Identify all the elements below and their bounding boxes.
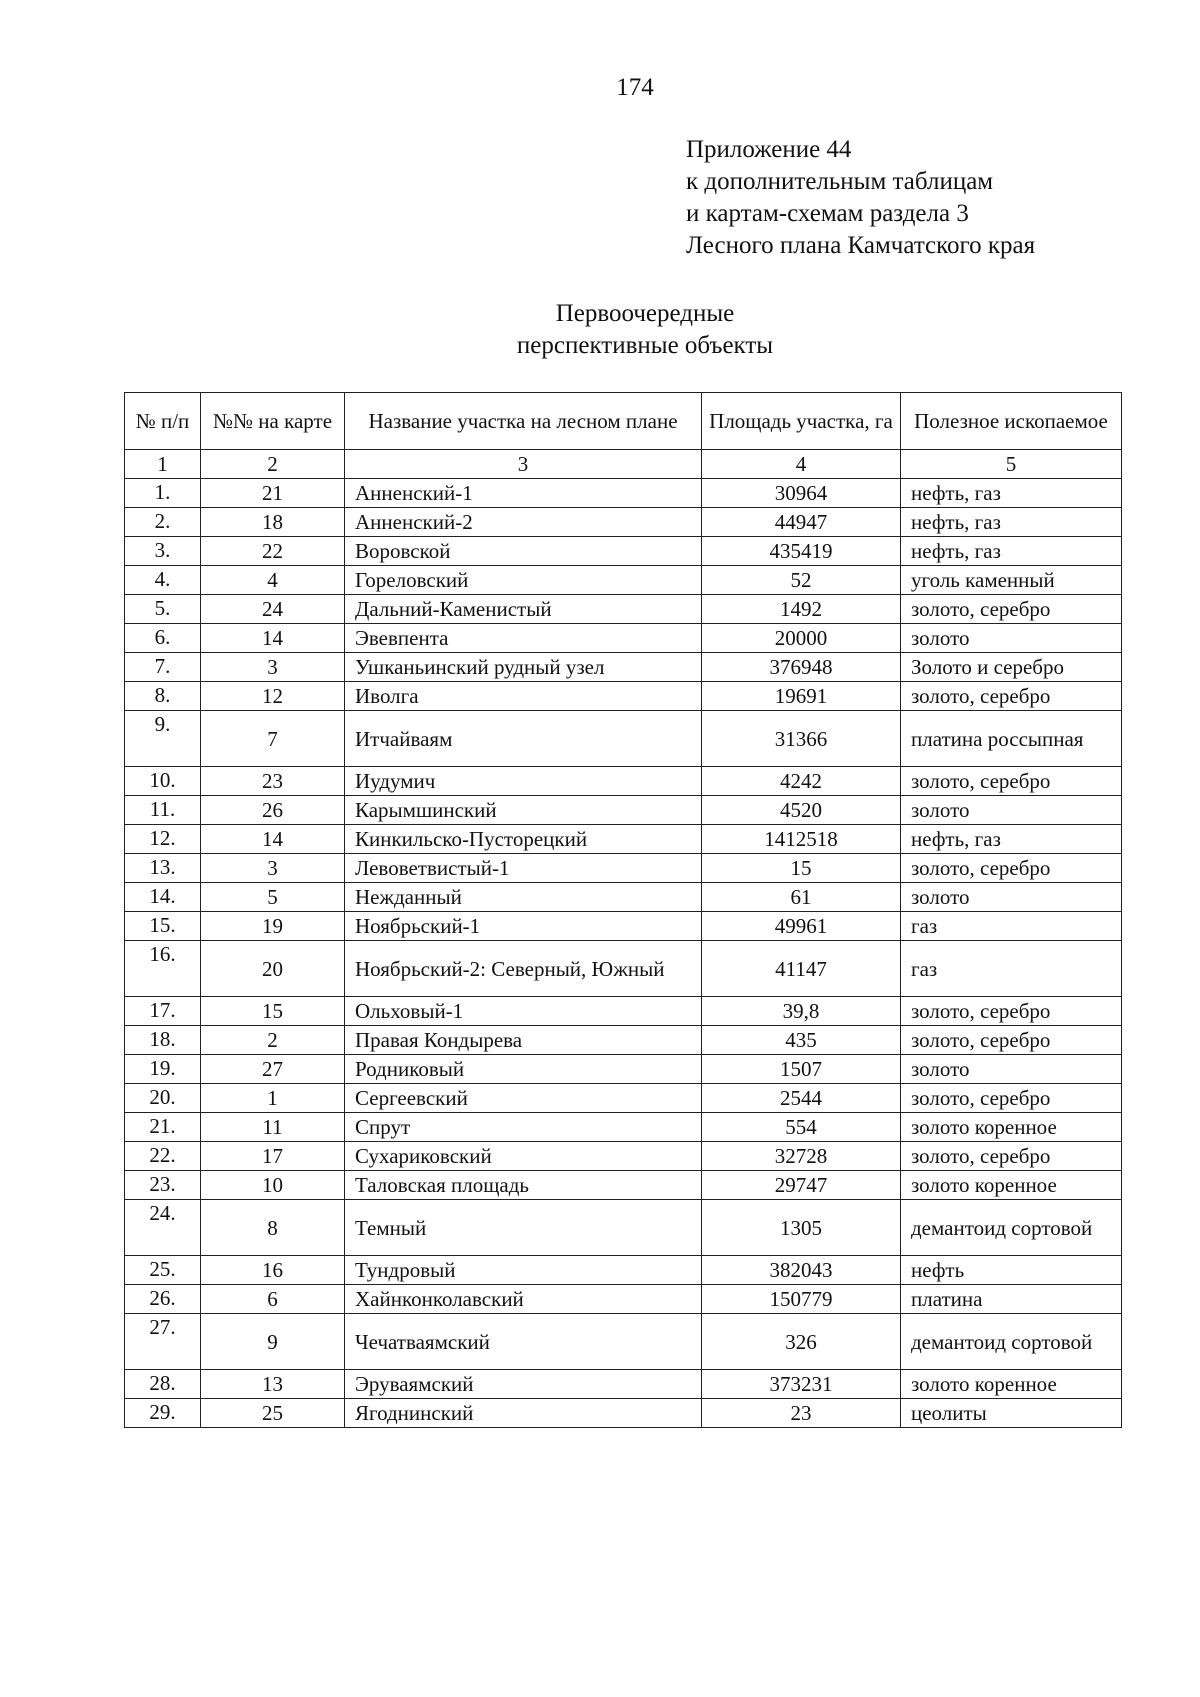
row-number: 5. [125, 595, 201, 624]
mineral-type: золото, серебро [901, 767, 1122, 796]
map-number: 17 [201, 1142, 345, 1171]
plot-area: 30964 [702, 479, 901, 508]
row-number: 4. [125, 566, 201, 595]
map-number: 19 [201, 912, 345, 941]
mineral-type: золото коренное [901, 1113, 1122, 1142]
row-number: 27. [125, 1314, 201, 1370]
map-number: 10 [201, 1171, 345, 1200]
table-row [125, 1399, 1122, 1428]
plot-area: 373231 [702, 1370, 901, 1399]
plot-area: 376948 [702, 653, 901, 682]
map-number: 8 [201, 1200, 345, 1256]
row-number: 16. [125, 941, 201, 997]
mineral-type: золото, серебро [901, 997, 1122, 1026]
column-number: 4 [702, 450, 901, 479]
plot-area: 4520 [702, 796, 901, 825]
table-row [125, 595, 1122, 624]
plot-area: 554 [702, 1113, 901, 1142]
mineral-type: золото, серебро [901, 854, 1122, 883]
row-number: 12. [125, 825, 201, 854]
map-number: 1 [201, 1084, 345, 1113]
map-number: 3 [201, 653, 345, 682]
plot-name: Иудумич [345, 767, 702, 796]
mineral-type: золото [901, 883, 1122, 912]
row-number: 11. [125, 796, 201, 825]
plot-name: Эруваямский [345, 1370, 702, 1399]
row-number: 25. [125, 1256, 201, 1285]
header-area: Площадь участка, га [702, 393, 901, 450]
row-number: 20. [125, 1084, 201, 1113]
table-row [125, 883, 1122, 912]
plot-area: 29747 [702, 1171, 901, 1200]
map-number: 14 [201, 624, 345, 653]
row-number: 14. [125, 883, 201, 912]
plot-name: Правая Кондырева [345, 1026, 702, 1055]
column-number: 2 [201, 450, 345, 479]
title-line-2: перспективные объекты [516, 332, 774, 359]
plot-name: Дальний-Каменистый [345, 595, 702, 624]
plot-name: Иволга [345, 682, 702, 711]
plot-area: 4242 [702, 767, 901, 796]
appendix-line-1: Приложение 44 [686, 136, 852, 163]
map-number: 27 [201, 1055, 345, 1084]
plot-name: Нежданный [345, 883, 702, 912]
table-row [125, 1113, 1122, 1142]
map-number: 4 [201, 566, 345, 595]
plot-name: Гореловский [345, 566, 702, 595]
table-row [125, 767, 1122, 796]
map-number: 22 [201, 537, 345, 566]
plot-area: 41147 [702, 941, 901, 997]
plot-area: 1507 [702, 1055, 901, 1084]
row-number: 8. [125, 682, 201, 711]
map-number: 23 [201, 767, 345, 796]
map-number: 13 [201, 1370, 345, 1399]
mineral-type: золото коренное [901, 1370, 1122, 1399]
mineral-type: золото [901, 624, 1122, 653]
table-row [125, 796, 1122, 825]
mineral-type: нефть, газ [901, 537, 1122, 566]
plot-area: 1492 [702, 595, 901, 624]
plot-name: Темный [345, 1200, 702, 1256]
plot-area: 52 [702, 566, 901, 595]
map-number: 14 [201, 825, 345, 854]
plot-area: 1412518 [702, 825, 901, 854]
row-number: 21. [125, 1113, 201, 1142]
plot-name: Итчайваям [345, 711, 702, 767]
plot-area: 32728 [702, 1142, 901, 1171]
mineral-type: золото коренное [901, 1171, 1122, 1200]
row-number: 10. [125, 767, 201, 796]
plot-area: 326 [702, 1314, 901, 1370]
table-row [125, 1370, 1122, 1399]
plot-name: Карымшинский [345, 796, 702, 825]
row-number: 22. [125, 1142, 201, 1171]
map-number: 7 [201, 711, 345, 767]
table-row [125, 479, 1122, 508]
table-row [125, 1200, 1122, 1256]
plot-name: Ольховый-1 [345, 997, 702, 1026]
plot-name: Хайнконколавский [345, 1285, 702, 1314]
mineral-type: платина [901, 1285, 1122, 1314]
table-row [125, 508, 1122, 537]
mineral-type: золото, серебро [901, 1084, 1122, 1113]
plot-area: 31366 [702, 711, 901, 767]
plot-name: Спрут [345, 1113, 702, 1142]
table-row [125, 912, 1122, 941]
plot-area: 61 [702, 883, 901, 912]
appendix-reference [686, 134, 1035, 262]
plot-name: Воровской [345, 537, 702, 566]
map-number: 21 [201, 479, 345, 508]
plot-name: Кинкильско-Пусторецкий [345, 825, 702, 854]
mineral-type: демантоид сортовой [901, 1200, 1122, 1256]
plot-area: 1305 [702, 1200, 901, 1256]
page-number: 174 [616, 74, 654, 101]
map-number: 26 [201, 796, 345, 825]
plot-area: 382043 [702, 1256, 901, 1285]
header-map-number: №№ на карте [201, 393, 345, 450]
table-row [125, 1026, 1122, 1055]
column-number-row [125, 450, 1122, 479]
map-number: 20 [201, 941, 345, 997]
table-row [125, 1142, 1122, 1171]
appendix-line-4: Лесного плана Камчатского края [686, 232, 1036, 259]
table-row [125, 825, 1122, 854]
plot-area: 44947 [702, 508, 901, 537]
table-header-row [125, 393, 1122, 450]
row-number: 28. [125, 1370, 201, 1399]
mineral-type: нефть, газ [901, 508, 1122, 537]
table-row [125, 1055, 1122, 1084]
plot-area: 435419 [702, 537, 901, 566]
plot-area: 19691 [702, 682, 901, 711]
table-row [125, 1314, 1122, 1370]
table-row [125, 653, 1122, 682]
header-mineral: Полезное ископаемое [901, 393, 1122, 450]
map-number: 9 [201, 1314, 345, 1370]
table-row [125, 1084, 1122, 1113]
row-number: 17. [125, 997, 201, 1026]
plot-name: Левоветвистый-1 [345, 854, 702, 883]
mineral-type: газ [901, 912, 1122, 941]
map-number: 5 [201, 883, 345, 912]
plot-name: Сухариковский [345, 1142, 702, 1171]
row-number: 29. [125, 1399, 201, 1428]
mineral-type: газ [901, 941, 1122, 997]
row-number: 2. [125, 508, 201, 537]
mineral-type: цеолиты [901, 1399, 1122, 1428]
plot-area: 23 [702, 1399, 901, 1428]
appendix-line-2: к дополнительным таблицам [686, 168, 994, 195]
row-number: 18. [125, 1026, 201, 1055]
title-line-1: Первоочередные [555, 300, 735, 327]
row-number: 1. [125, 479, 201, 508]
map-number: 16 [201, 1256, 345, 1285]
plot-name: Эвевпента [345, 624, 702, 653]
plot-area: 435 [702, 1026, 901, 1055]
mineral-type: платина россыпная [901, 711, 1122, 767]
mineral-type: золото, серебро [901, 1142, 1122, 1171]
row-number: 9. [125, 711, 201, 767]
mineral-type: нефть [901, 1256, 1122, 1285]
row-number: 24. [125, 1200, 201, 1256]
map-number: 2 [201, 1026, 345, 1055]
table-body [125, 479, 1122, 1428]
mineral-type: золото, серебро [901, 1026, 1122, 1055]
plot-name: Сергеевский [345, 1084, 702, 1113]
table-row [125, 854, 1122, 883]
table-row [125, 1285, 1122, 1314]
plot-area: 49961 [702, 912, 901, 941]
plot-area: 15 [702, 854, 901, 883]
plot-area: 20000 [702, 624, 901, 653]
column-number: 1 [125, 450, 201, 479]
map-number: 12 [201, 682, 345, 711]
table-row [125, 1256, 1122, 1285]
map-number: 15 [201, 997, 345, 1026]
mineral-type: золото [901, 1055, 1122, 1084]
appendix-line-3: и картам-схемам раздела 3 [686, 200, 969, 227]
objects-table [124, 392, 1122, 1428]
map-number: 24 [201, 595, 345, 624]
map-number: 6 [201, 1285, 345, 1314]
table-row [125, 711, 1122, 767]
plot-name: Чечатваямский [345, 1314, 702, 1370]
plot-name: Анненский-1 [345, 479, 702, 508]
mineral-type: золото, серебро [901, 682, 1122, 711]
column-number: 3 [345, 450, 702, 479]
plot-name: Ноябрьский-1 [345, 912, 702, 941]
plot-name: Таловская площадь [345, 1171, 702, 1200]
plot-area: 39,8 [702, 997, 901, 1026]
plot-name: Ушканьинский рудный узел [345, 653, 702, 682]
table-row [125, 941, 1122, 997]
map-number: 3 [201, 854, 345, 883]
map-number: 11 [201, 1113, 345, 1142]
header-number: № п/п [125, 393, 201, 450]
row-number: 7. [125, 653, 201, 682]
plot-name: Тундровый [345, 1256, 702, 1285]
mineral-type: золото [901, 796, 1122, 825]
plot-name: Родниковый [345, 1055, 702, 1084]
plot-name: Ноябрьский-2: Северный, Южный [345, 941, 702, 997]
table-row [125, 566, 1122, 595]
plot-area: 2544 [702, 1084, 901, 1113]
row-number: 6. [125, 624, 201, 653]
table-row [125, 624, 1122, 653]
mineral-type: нефть, газ [901, 825, 1122, 854]
table-row [125, 1171, 1122, 1200]
header-plot-name: Название участка на лесном плане [345, 393, 702, 450]
mineral-type: нефть, газ [901, 479, 1122, 508]
table-row [125, 997, 1122, 1026]
table-row [125, 682, 1122, 711]
plot-name: Ягоднинский [345, 1399, 702, 1428]
mineral-type: демантоид сортовой [901, 1314, 1122, 1370]
column-number: 5 [901, 450, 1122, 479]
document-title [0, 298, 1200, 362]
row-number: 13. [125, 854, 201, 883]
row-number: 3. [125, 537, 201, 566]
row-number: 15. [125, 912, 201, 941]
mineral-type: уголь каменный [901, 566, 1122, 595]
table-row [125, 537, 1122, 566]
plot-name: Анненский-2 [345, 508, 702, 537]
map-number: 18 [201, 508, 345, 537]
row-number: 19. [125, 1055, 201, 1084]
plot-area: 150779 [702, 1285, 901, 1314]
map-number: 25 [201, 1399, 345, 1428]
row-number: 26. [125, 1285, 201, 1314]
row-number: 23. [125, 1171, 201, 1200]
mineral-type: Золото и серебро [901, 653, 1122, 682]
mineral-type: золото, серебро [901, 595, 1122, 624]
